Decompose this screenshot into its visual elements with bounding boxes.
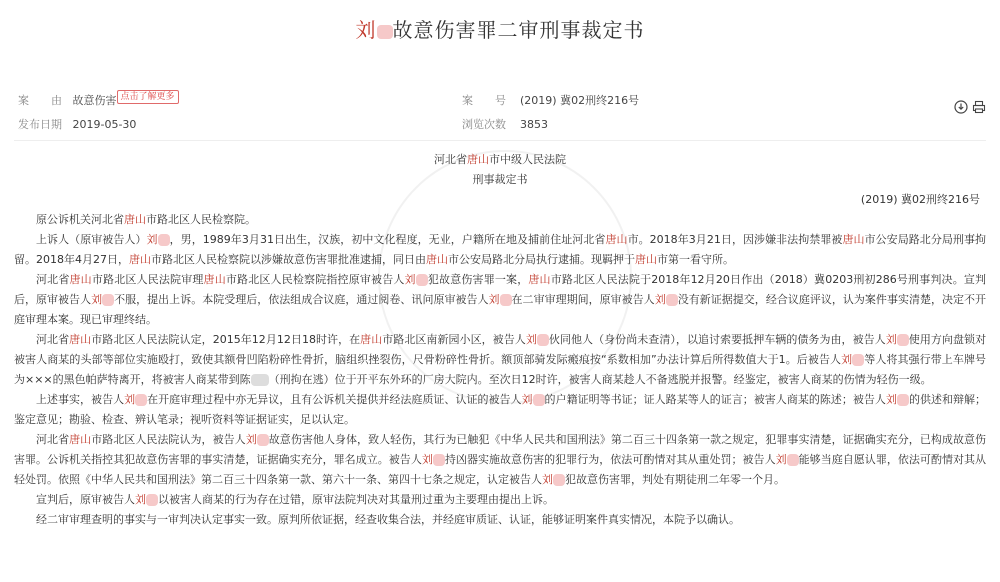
redaction bbox=[897, 394, 909, 406]
text: （刑拘在逃）位于开平东外环的厂房大院内。至次日12时许，被害人商某趁人不备逃脱并报警。经鉴定，被害人商某的伤情为轻伤一级。 bbox=[268, 373, 932, 386]
city-name: 唐山 bbox=[69, 433, 92, 446]
text: 市路北区人民法院审理 bbox=[91, 273, 204, 286]
redaction bbox=[257, 434, 269, 446]
party-name: 刘 bbox=[404, 273, 416, 286]
court-name bbox=[14, 150, 986, 170]
party-name: 刘 bbox=[91, 293, 103, 306]
divider bbox=[14, 140, 986, 141]
redaction bbox=[787, 454, 799, 466]
text: 在开庭审理过程中亦无异议，且有公诉机关提供并经法庭质证、认证的被告人 bbox=[147, 393, 522, 406]
learn-more-link[interactable]: 点击了解更多 bbox=[117, 90, 179, 104]
redaction bbox=[433, 454, 445, 466]
paragraph-first-instance-facts bbox=[14, 330, 986, 390]
city-name: 唐山 bbox=[635, 253, 657, 266]
redaction bbox=[158, 234, 170, 246]
city-name: 唐山 bbox=[528, 273, 551, 286]
text: 的户籍证明等书证；证人路某等人的证言；被害人商某的陈述；被告人 bbox=[544, 393, 886, 406]
city-name: 唐山 bbox=[467, 153, 489, 166]
text: 经二审审理查明的事实与一审判决认定事实一致。原判所依证据，经查收集合法，并经庭审质证、认证，能够证明案件真实情况，本院予以确认。 bbox=[36, 513, 740, 526]
text: 使用方向盘锁对被害人商某的头部等部位实施殴打，致使其额骨凹陷粉碎性骨折，脑组织挫裂伤，尺骨粉碎性骨折。额顶部骑发际瘢痕按“系数相加”办法计算后所得数值大于1。后被告人 bbox=[14, 333, 987, 366]
case-number-label: 案 号 bbox=[462, 94, 506, 107]
redaction bbox=[666, 294, 678, 306]
text: 没有新证据提交，经合议庭评议，认为案件事实清楚，决定不开庭审理本案。现已审理终结。 bbox=[14, 293, 987, 326]
text: 市路北区人民法院认为，被告人 bbox=[91, 433, 246, 446]
text: 原公诉机关河北省 bbox=[36, 213, 124, 226]
paragraph-appellant bbox=[14, 230, 986, 270]
title-name: 刘 bbox=[355, 18, 377, 42]
views-label: 浏览次数 bbox=[462, 118, 506, 131]
text: 市路北区人民检察院。 bbox=[146, 213, 256, 226]
party-name: 刘 bbox=[421, 453, 433, 466]
city-name: 唐山 bbox=[69, 273, 92, 286]
text: ，男，1989年3月31日出生，汉族，初中文化程度，无业，户籍所在地及捕前住址河北省 bbox=[169, 233, 606, 246]
case-cause-row bbox=[18, 92, 179, 109]
document-type: 刑事裁定书 bbox=[472, 173, 528, 186]
document-number: (2019) 冀02刑终216号 bbox=[860, 193, 980, 206]
text: 持凶器实施故意伤害的犯罪行为，依法可酌情对其从重处罚；被告人 bbox=[444, 453, 776, 466]
party-name: 刘 bbox=[521, 393, 533, 406]
redaction bbox=[146, 494, 158, 506]
case-cause-label: 案 由 bbox=[18, 94, 62, 107]
party-name: 刘 bbox=[146, 233, 158, 246]
party-name: 刘 bbox=[885, 333, 897, 346]
party-name: 刘 bbox=[542, 473, 553, 486]
party-name: 刘 bbox=[135, 493, 146, 506]
redaction bbox=[533, 394, 545, 406]
text: 河北省 bbox=[36, 433, 70, 446]
text: 市路北区南新园小区，被告人 bbox=[382, 333, 526, 346]
court-suffix: 市中级人民法院 bbox=[489, 153, 566, 166]
publish-date-value: 2019-05-30 bbox=[72, 118, 137, 131]
party-name: 刘 bbox=[654, 293, 666, 306]
redaction bbox=[852, 354, 864, 366]
text: 市路北区人民检察院以涉嫌故意伤害罪批准逮捕，同日由 bbox=[151, 253, 426, 266]
party-name: 刘 bbox=[124, 393, 136, 406]
text: 以被害人商某的行为存在过错，原审法院判决对其量刑过重为主要理由提出上诉。 bbox=[158, 493, 554, 506]
redaction bbox=[500, 294, 512, 306]
text: 犯故意伤害罪一案， bbox=[427, 273, 529, 286]
redaction bbox=[416, 274, 428, 286]
text: 市第一看守所。 bbox=[657, 253, 734, 266]
text: 等人将其强行带上车牌号为×××的黑色帕萨特离开，将被害人商某带到陈 bbox=[14, 353, 987, 386]
paragraph-first-instance-ruling bbox=[14, 430, 986, 490]
city-name: 唐山 bbox=[124, 213, 146, 226]
party-name: 刘 bbox=[245, 433, 257, 446]
text: 市路北区人民检察院指控原审被告人 bbox=[225, 273, 405, 286]
city-name: 唐山 bbox=[69, 333, 92, 346]
city-name: 唐山 bbox=[203, 273, 226, 286]
party-name: 刘 bbox=[488, 293, 500, 306]
redaction bbox=[135, 394, 147, 406]
text: 市公安局路北分局刑事拘留。2018年4月27日， bbox=[14, 233, 987, 266]
text: 宣判后，原审被告人 bbox=[36, 493, 135, 506]
text: 犯故意伤害罪，判处有期徒刑二年零一个月。 bbox=[565, 473, 785, 486]
text: 故意伤害他人身体，致人轻伤，其行为已触犯《中华人民共和国刑法》第二百三十四条第一款之规定，犯罪事实清楚，证据确实充分，已构成故意伤害罪。公诉机关指控其犯故意伤害罪的事实清楚，证据确实充分，罪名成立。被告人 bbox=[14, 433, 987, 466]
text: 市公安局路北分局执行逮捕。现羁押于 bbox=[448, 253, 635, 266]
redaction bbox=[251, 374, 269, 386]
views-value: 3853 bbox=[520, 118, 548, 131]
document-title bbox=[0, 14, 1000, 43]
redaction bbox=[537, 334, 549, 346]
text: 市路北区人民法院于2018年12月20日作出（2018）冀0203刑初286号刑事判决。宣判后，原审被告人 bbox=[14, 273, 987, 306]
court-prefix: 河北省 bbox=[434, 153, 467, 166]
views-row bbox=[462, 116, 548, 132]
publish-date-label: 发布日期 bbox=[18, 118, 62, 131]
download-icon[interactable] bbox=[954, 100, 968, 114]
text: 市。2018年3月21日，因涉嫌非法拘禁罪被 bbox=[627, 233, 843, 246]
paragraph-prosecutor bbox=[14, 210, 986, 230]
text: 河北省 bbox=[36, 333, 70, 346]
paragraph-evidence bbox=[14, 390, 986, 430]
paragraph-appeal bbox=[14, 490, 986, 510]
text: 在二审审理期间，原审被告人 bbox=[511, 293, 655, 306]
city-name: 唐山 bbox=[842, 233, 865, 246]
case-number-row bbox=[462, 92, 639, 108]
party-name: 刘 bbox=[775, 453, 787, 466]
redaction bbox=[897, 334, 909, 346]
city-name: 唐山 bbox=[360, 333, 383, 346]
redaction bbox=[377, 25, 393, 39]
title-rest: 故意伤害罪二审刑事裁定书 bbox=[392, 18, 645, 42]
case-number-value: (2019) 冀02刑终216号 bbox=[520, 94, 640, 107]
redaction bbox=[102, 294, 114, 306]
text: 上述事实，被告人 bbox=[36, 393, 125, 406]
print-icon[interactable] bbox=[972, 100, 986, 114]
text: 能够当庭自愿认罪，依法可酌情对其从轻处罚。依照《中华人民共和国刑法》第二百三十四条第一款、第六十一条、第四十七条之规定，认定被告人 bbox=[14, 453, 987, 486]
paragraph-second-instance bbox=[14, 510, 986, 530]
city-name: 唐山 bbox=[605, 233, 628, 246]
text: 不服，提出上诉。本院受理后，依法组成合议庭，通过阅卷、讯问原审被告人 bbox=[114, 293, 489, 306]
case-cause-value: 故意伤害 bbox=[72, 94, 117, 107]
text: 市路北区人民法院认定，2015年12月12日18时许，在 bbox=[91, 333, 361, 346]
redaction bbox=[553, 474, 565, 486]
city-name: 唐山 bbox=[129, 253, 151, 266]
text: 上诉人（原审被告人） bbox=[36, 233, 147, 246]
paragraph-procedure bbox=[14, 270, 986, 330]
publish-date-row bbox=[18, 116, 136, 132]
document-body bbox=[14, 150, 986, 530]
text: 河北省 bbox=[36, 273, 70, 286]
party-name: 刘 bbox=[885, 393, 897, 406]
party-name: 刘 bbox=[841, 353, 853, 366]
party-name: 刘 bbox=[525, 333, 537, 346]
text: 伙同他人（身份尚未查清），以追讨索要抵押车辆的债务为由，被告人 bbox=[548, 333, 886, 346]
text: 的供述和辩解；鉴定意见；勘验、检查、辨认笔录；视听资料等证据证实，足以认定。 bbox=[14, 393, 987, 426]
city-name: 唐山 bbox=[426, 253, 448, 266]
